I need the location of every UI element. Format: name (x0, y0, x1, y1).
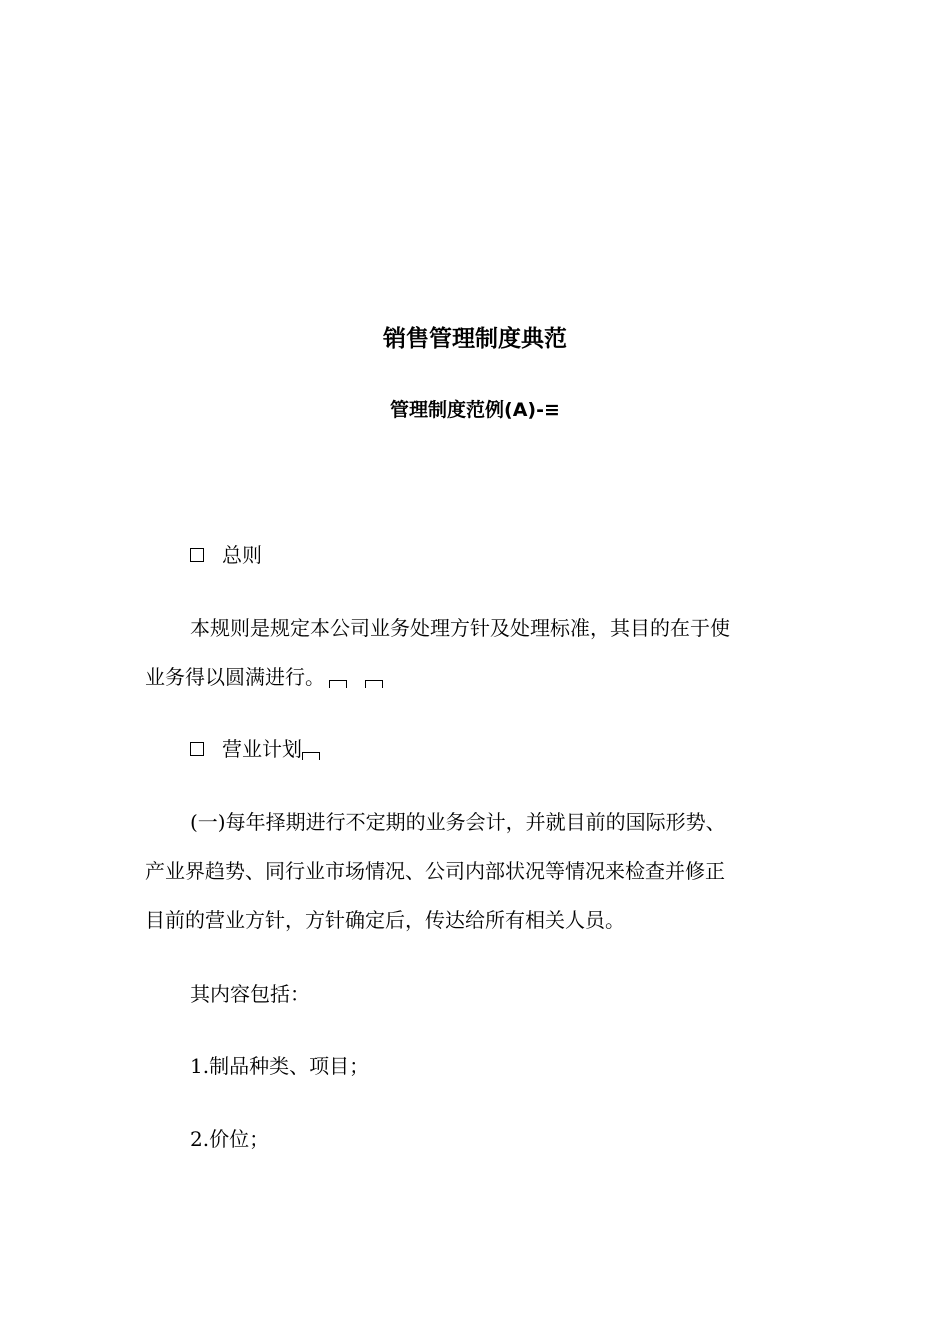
paragraph-line: (一)每年择期进行不定期的业务会计，并就目前的国际形势、 (190, 810, 726, 834)
section-heading-plan (190, 734, 320, 764)
paragraph-line (145, 662, 383, 692)
paragraph-line: 产业界趋势、同行业市场情况、公司内部状况等情况来检查并修正 (145, 859, 725, 883)
paragraph-line: 目前的营业方针，方针确定后，传达给所有相关人员。 (145, 908, 625, 932)
document-subtitle: 管理制度范例(A)-≡ (390, 399, 560, 421)
paragraph-text: 业务得以圆满进行。 (145, 665, 325, 689)
checkbox-icon (190, 548, 204, 562)
paragraph-line: 本规则是规定本公司业务处理方针及处理标准，其目的在于使 (190, 616, 730, 640)
bracket-mark-icon (329, 680, 347, 688)
section-heading-general (190, 540, 262, 570)
bracket-mark-icon (302, 752, 320, 760)
section-heading-label: 营业计划 (222, 737, 302, 761)
paragraph-line: 其内容包括： (190, 982, 310, 1006)
list-item: 1.制品种类、项目； (190, 1054, 370, 1078)
list-item: 2.价位； (190, 1127, 270, 1151)
document-title: 销售管理制度典范 (383, 326, 567, 352)
checkbox-icon (190, 742, 204, 756)
bracket-mark-icon (365, 680, 383, 688)
section-heading-label: 总则 (222, 543, 262, 567)
